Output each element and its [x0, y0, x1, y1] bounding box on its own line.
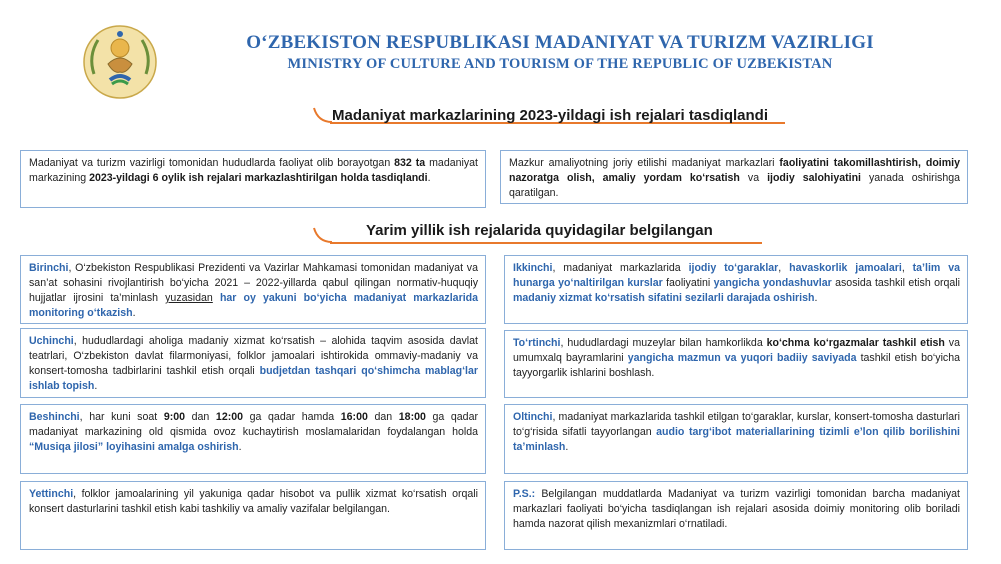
plan-item-second: Ikkinchi, madaniyat markazlarida ijodiy to‘garaklar, havaskorlik jamoalari, ta’lim va hunarga yo‘naltirilgan kurslar faoliyatini yangicha yondashuvlar asosida tashkil etish orqali madaniy xizmat ko‘rsatish sifatini sezilarli darajada oshirish.	[504, 255, 968, 324]
postscript-box: P.S.: Belgilangan muddatlarda Madaniyat va turizm vazirligi tomonidan barcha madaniyat markazlari faoliyati bo‘yicha tasdiqlangan ish rejalari asosida doimiy monitoring olib boriladi hamda nazorat qilish mexanizmlari o‘rnatiladi.	[504, 481, 968, 550]
plan-item-fifth: Beshinchi, har kuni soat 9:00 dan 12:00 ga qadar hamda 16:00 dan 18:00 ga qadar madaniyat markazining old qismida ovoz kuchaytirish moslamalaridan foydalangan holda “Musiqa jilosi” loyihasini amalga oshirish.	[20, 404, 486, 474]
ministry-title-uz: O‘ZBEKISTON RESPUBLIKASI MADANIYAT VA TURIZM VAZIRLIGI	[246, 32, 874, 53]
plan-item-first: Birinchi, O‘zbekiston Respublikasi Prezidenti va Vazirlar Mahkamasi tomonidan madaniyat va san’at sohasini rivojlantirish bo‘yicha 2021 – 2022-yillarda qabul qilingan normativ-huquqiy hujjatlar ijrosini ta’minlash yuzasidan har oy yakuni bo‘yicha madaniyat markazlarida monitoring o‘tkazish.	[20, 255, 486, 324]
plan-item-seventh: Yettinchi, folklor jamoalarining yil yakuniga qadar hisobot va pullik xizmat ko‘rsatish orqali konsert dasturlarini tashkil etish kabi tashkiliy va amaliy vazifalar belgilangan.	[20, 481, 486, 550]
intro-box-right: Mazkur amaliyotning joriy etilishi madaniyat markazlari faoliyatini takomillashtirish, doimiy nazoratga olish, amaliy yordam ko‘rsatish va ijodiy salohiyatini yanada oshirishga qaratilgan.	[500, 150, 968, 204]
plan-item-third: Uchinchi, hududlardagi aholiga madaniy xizmat ko‘rsatish – alohida taqvim asosida davlat teatrlari, O‘zbekiston davlat filarmoniyasi, folklor jamoalari ishtirokida ommaviy-madaniy va konsert-tomosha tadbirlarini tashkil etish orqali budjetdan tashqari qo‘shimcha mablag‘lar ishlab topish.	[20, 328, 486, 398]
section-divider-line	[330, 242, 762, 244]
section-title-plans: Yarim yillik ish rejalarida quyidagilar belgilangan	[366, 222, 713, 239]
plan-item-sixth: Oltinchi, madaniyat markazlarida tashkil etilgan to‘garaklar, kurslar, konsert-tomosha dasturlari to‘g‘risida sifatli tayyorlangan audio targ‘ibot materiallarining tizimli e’lon qilib borilishini ta’minlash.	[504, 404, 968, 474]
plan-item-fourth: To‘rtinchi, hududlardagi muzeylar bilan hamkorlikda ko‘chma ko‘rgazmalar tashkil etish va umumxalq bayramlarini yangicha mazmun va yuqori badiiy saviyada tashkil etish bo‘yicha tayyorgarlik ishlarini boshlash.	[504, 330, 968, 398]
intro-box-left: Madaniyat va turizm vazirligi tomonidan hududlarda faoliyat olib borayotgan 832 ta madaniyat markazining 2023-yildagi 6 oylik ish rejalari markazlashtirilgan holda tasdiqlandi.	[20, 150, 486, 208]
section-title-approved: Madaniyat markazlarining 2023-yildagi ish rejalari tasdiqlandi	[332, 107, 768, 124]
state-emblem-icon	[80, 22, 160, 102]
ministry-title-en: MINISTRY OF CULTURE AND TOURISM OF THE REPUBLIC OF UZBEKISTAN	[287, 56, 833, 72]
